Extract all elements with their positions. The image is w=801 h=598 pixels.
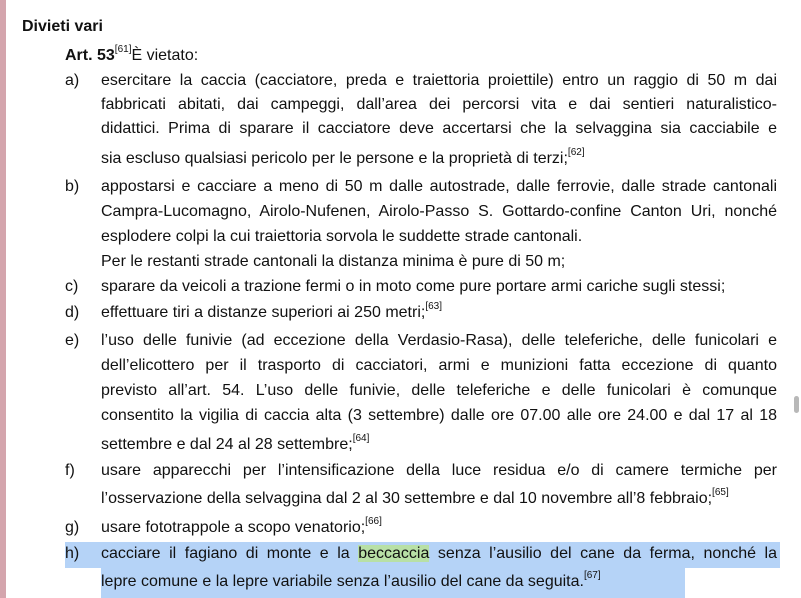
item-letter: h) (65, 545, 80, 562)
item-line: l’uso delle funivie (ad eccezione della Verdasio-Rasa), delle teleferiche, delle funicolari e (101, 332, 777, 349)
item-letter: c) (65, 278, 79, 295)
footnote-link[interactable]: [66] (365, 516, 382, 527)
item-line: dell’elicottero per il trasporto di cacciatori, armi e munizioni fatta eccezione di quanto (101, 357, 777, 374)
item-line-text: usare fototrappole a scopo venatorio; (101, 519, 366, 536)
footnote-link[interactable]: [65] (712, 487, 729, 498)
item-line: Per le restanti strade cantonali la distanza minima è pure di 50 m; (101, 253, 566, 270)
item-line: previsto all’art. 54. L’uso delle funivie, delle teleferiche e delle funicolari è comunque (101, 382, 777, 399)
footnote-link[interactable]: [61] (114, 44, 132, 55)
item-line-text: settembre e dal 24 al 28 settembre; (101, 436, 353, 453)
item-line: sparare da veicoli a trazione fermi o in moto come pure portare armi cariche sugli stessi; (101, 278, 726, 295)
item-letter: f) (65, 462, 75, 479)
footnote-link[interactable]: [62] (567, 147, 585, 158)
item-line-last (101, 487, 729, 508)
article-header (65, 44, 199, 65)
item-line-text: l’osservazione della selvaggina dal 2 al 30 settembre e dal 10 novembre all’8 febbraio; (101, 490, 713, 507)
left-margin-bar (0, 0, 6, 598)
item-line: didattici. Prima di sparare il cacciatore deve accertarsi che la selvaggina sia cacciabile e (101, 120, 777, 137)
item-line-text: cacciare il fagiano di monte e la (101, 545, 359, 562)
item-line-last (101, 433, 370, 454)
item-line: usare apparecchi per l’intensificazione della luce residua e/o di camere termiche per (101, 462, 777, 479)
footnote-link[interactable]: [64] (352, 433, 370, 444)
article-intro: È vietato: (131, 47, 199, 64)
item-line: consentito la vigilia di caccia alta (3 settembre) dalle ore 07.00 alle ore 24.00 e dal 17 al 18 (101, 407, 777, 424)
item-letter: a) (65, 72, 80, 89)
item-line: appostarsi e cacciare a meno di 50 m dalle autostrade, dalle ferrovie, dalle strade cantonali (101, 178, 777, 195)
item-letter: g) (65, 519, 80, 536)
item-letter: b) (65, 178, 80, 195)
footnote-link[interactable]: [67] (583, 570, 601, 581)
scrollbar-thumb[interactable] (794, 396, 799, 413)
item-line: Campra-Lucomagno, Airolo-Nufenen, Airolo-Passo S. Gottardo-confine Canton Uri, nonché (101, 203, 777, 220)
section-title: Divieti vari (22, 18, 103, 35)
item-line-last (101, 301, 442, 322)
footnote-link[interactable]: [63] (425, 301, 442, 312)
article-label: Art. 53 (65, 47, 115, 64)
item-line-text: senza l’ausilio del cane da ferma, nonché la (429, 545, 777, 562)
item-line-text: sia escluso qualsiasi pericolo per le persone e la proprietà di terzi; (101, 150, 568, 167)
item-line-last (101, 516, 382, 537)
item-line: esercitare la caccia (cacciatore, preda e traiettoria proiettile) entro un raggio di 50 m dai (101, 72, 777, 89)
item-line-last (101, 570, 601, 591)
item-line-text: lepre comune e la lepre variabile senza l’ausilio del cane da seguita. (101, 573, 584, 590)
item-line-last (101, 147, 585, 168)
item-letter: d) (65, 304, 80, 321)
item-letter: e) (65, 332, 80, 349)
item-line: fabbricati abitati, dai campeggi, dall’area dei percorsi vita e dai sentieri naturalistico- (101, 96, 777, 113)
item-line (101, 545, 777, 563)
vertical-scrollbar[interactable] (791, 0, 801, 598)
item-line: esplodere colpi la cui traiettoria sorvola le suddette strade cantonali. (101, 228, 583, 245)
item-line-text: effettuare tiri a distanze superiori ai 250 metri; (101, 304, 426, 321)
search-match-highlight: beccaccia (358, 545, 430, 562)
